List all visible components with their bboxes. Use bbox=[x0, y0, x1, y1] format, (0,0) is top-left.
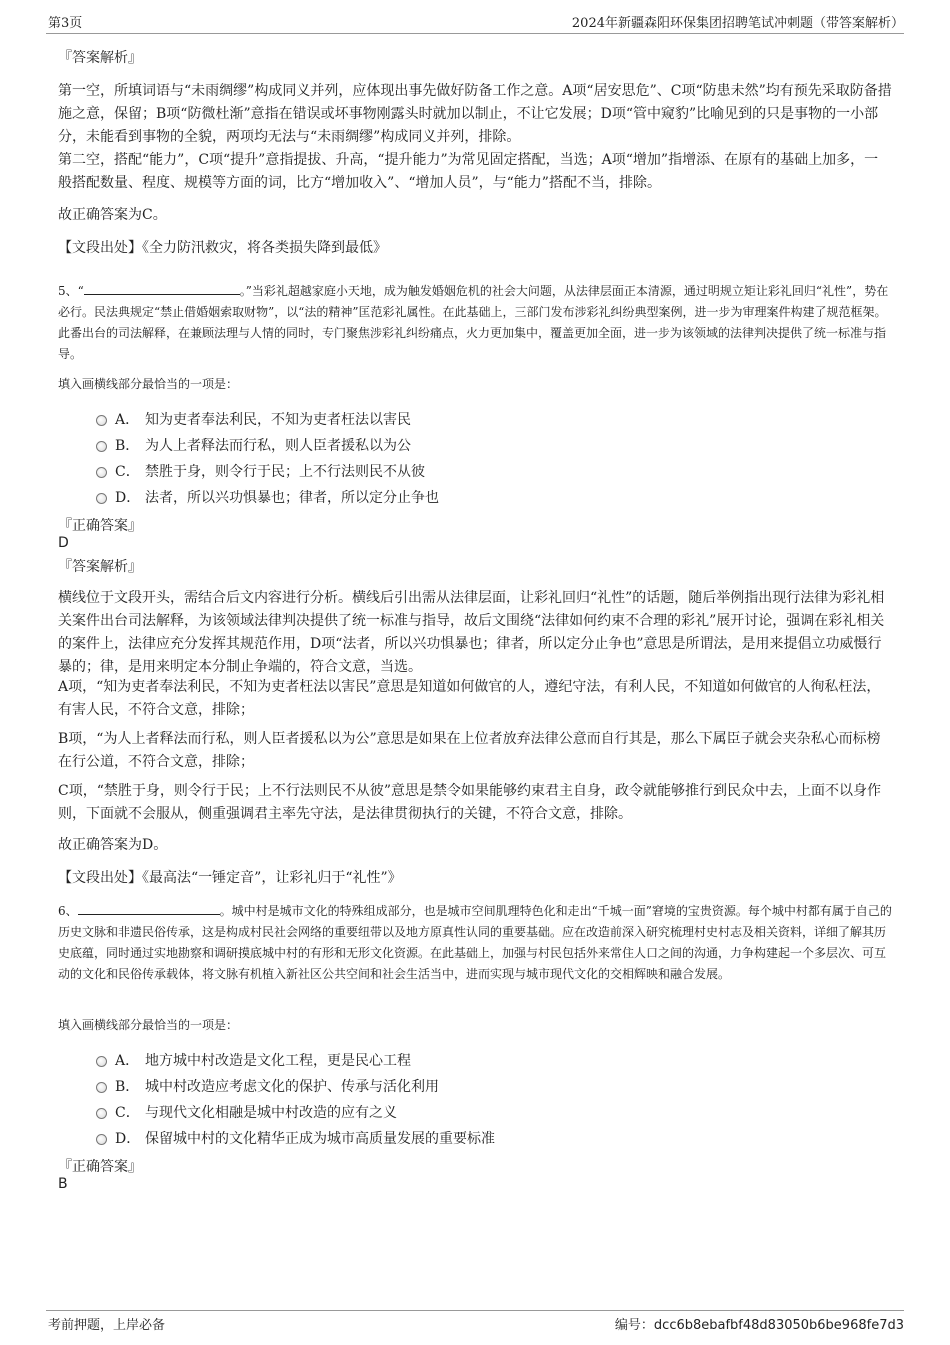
q5-option-d-text: 法者，所以兴功惧暴也；律者，所以定分止争也 bbox=[145, 490, 439, 506]
radio-icon[interactable] bbox=[96, 1082, 107, 1093]
q6-option-d-text: 保留城中村的文化精华正成为城市高质量发展的重要标准 bbox=[145, 1131, 495, 1147]
footer-divider bbox=[46, 1310, 904, 1311]
q5-answer: D bbox=[58, 535, 69, 551]
q6-stem-text: 。城中村是城市文化的特殊组成部分，也是城市空间肌理特色化和走出“千城一面”窘境的宝贵资源。每个城中村都有属于自己的历史文脉和非遗民俗传承，这是构成村民社会网络的重要纽带以及地方原真性认同的重要基础。应在改造前深入研究梳理村史村志及相关资料，详细了解其历史底蕴，同时通过实地勘察和调研摸底城中村的有形和无形文化资源。在此基础上，加强与村民包括外来常住人口之间的沟通，力争构建起一个多层次、可互动的文化和民俗传承载体，将文脉有机植入新社区公共空间和社会生活当中，进而实现与城市现代文化的交相辉映和融合发展。 bbox=[58, 904, 892, 981]
header-divider bbox=[46, 33, 904, 34]
q6-answer-label: 『正确答案』 bbox=[58, 1159, 142, 1175]
q6-stem bbox=[58, 901, 892, 985]
q6-option-b[interactable] bbox=[96, 1077, 439, 1095]
q5-answer-label: 『正确答案』 bbox=[58, 518, 142, 534]
q5-blank bbox=[84, 282, 240, 295]
q5-analysis-p3: B项，“为人上者释法而行私，则人臣者援私以为公”意思是如果在上位者放弃法律公意而自行其是，那么下属臣子就会夹杂私心而标榜在行公道，不符合文意，排除； bbox=[58, 731, 881, 770]
radio-icon[interactable] bbox=[96, 1056, 107, 1067]
q5-stem bbox=[58, 281, 892, 365]
q6-option-c-text: 与现代文化相融是城中村改造的应有之义 bbox=[145, 1105, 397, 1121]
q6-option-b-key: B． bbox=[115, 1079, 140, 1095]
q5-prompt: 填入画横线部分最恰当的一项是： bbox=[58, 377, 239, 391]
radio-icon[interactable] bbox=[96, 493, 107, 504]
q6-option-c-key: C． bbox=[115, 1105, 140, 1121]
q6-option-a-text: 地方城中村改造是文化工程，更是民心工程 bbox=[145, 1053, 411, 1069]
q5-option-a-text: 知为吏者奉法利民，不知为吏者枉法以害民 bbox=[145, 412, 411, 428]
q5-stem-text: 。”当彩礼超越家庭小天地，成为触发婚姻危机的社会大问题，从法律层面正本清源，通过明规立矩让彩礼回归“礼性”，势在必行。民法典规定“禁止借婚姻索取财物”，以“法的精神”匡范彩礼属性。在此基础上，三部门发布涉彩礼纠纷典型案例，进一步为审理案件构建了规范框架。此番出台的司法解释，在兼顾法理与人情的同时，专门聚焦涉彩礼纠纷痛点，火力更加集中，覆盖更加全面，进一步为该领域的法律判决提供了统一标准与指导。 bbox=[58, 284, 889, 361]
q4-source bbox=[58, 237, 387, 257]
footer-slogan: 考前押题，上岸必备 bbox=[48, 1318, 166, 1333]
q6-blank bbox=[78, 902, 220, 915]
q6-answer: B bbox=[58, 1176, 68, 1192]
q5-option-b-key: B． bbox=[115, 438, 140, 454]
q6-option-c[interactable] bbox=[96, 1103, 397, 1121]
q5-option-d-key: D． bbox=[115, 490, 141, 506]
q5-analysis-p4: C项，“禁胜于身，则令行于民；上不行法则民不从彼”意思是禁令如果能够约束君主自身，政令就能够推行到民众中去，上面不以身作则，下面就不会服从，侧重强调君主率先守法，是法律贯彻执行的关键，不符合文意，排除。 bbox=[58, 783, 882, 822]
q5-number: 5、“ bbox=[58, 284, 84, 298]
q5-analysis-p1: 横线位于文段开头，需结合后文内容进行分析。横线后引出需从法律层面，让彩礼回归“礼性”的话题，随后举例指出现行法律为彩礼相关案件出台司法解释，为该领域法律判决提供了统一标准与指导，故后文围绕“法律如何约束不合理的彩礼”展开讨论，强调在彩礼相关的案件上，法律应充分发挥其规范作用，D项“法者，所以兴功惧暴也；律者，所以定分止争也”意思是所谓法，是用来提倡立功威慑行暴的；律，是用来明定本分制止争端的，符合文意，当选。 bbox=[58, 590, 885, 675]
q6-prompt: 填入画横线部分最恰当的一项是： bbox=[58, 1018, 239, 1032]
q4-source-label: 【文段出处】 bbox=[58, 240, 142, 256]
page-number: 第3页 bbox=[48, 16, 83, 31]
q6-option-d-key: D． bbox=[115, 1131, 141, 1147]
q5-option-c-key: C． bbox=[115, 464, 140, 480]
q6-option-b-text: 城中村改造应考虑文化的保护、传承与活化利用 bbox=[145, 1079, 439, 1095]
q5-option-a[interactable] bbox=[96, 410, 411, 428]
radio-icon[interactable] bbox=[96, 1108, 107, 1119]
q6-option-a-key: A． bbox=[115, 1053, 140, 1069]
q6-option-d[interactable] bbox=[96, 1129, 495, 1147]
document-title: 2024年新疆森阳环保集团招聘笔试冲刺题（带答案解析） bbox=[571, 16, 904, 31]
q6-number: 6、 bbox=[58, 904, 78, 918]
q5-source-label: 【文段出处】 bbox=[58, 870, 142, 886]
q4-source-title: 《全力防汛救灾，将各类损失降到最低》 bbox=[142, 240, 387, 256]
q5-option-c-text: 禁胜于身，则令行于民；上不行法则民不从彼 bbox=[145, 464, 425, 480]
q5-option-a-key: A． bbox=[115, 412, 140, 428]
q5-analysis-p2: A项，“知为吏者奉法利民，不知为吏者枉法以害民”意思是知道如何做官的人，遵纪守法，有利人民，不知道如何做官的人徇私枉法，有害人民，不符合文意，排除； bbox=[58, 679, 881, 718]
q5-source-title: 《最高法“一锤定音”，让彩礼归于“礼性”》 bbox=[142, 870, 402, 886]
q6-option-a[interactable] bbox=[96, 1051, 411, 1069]
q4-analysis-p1: 第一空，所填词语与“未雨绸缪”构成同义并列，应体现出事先做好防备工作之意。A项“居安思危”、C项“防患未然”均有预先采取防备措施之意，保留；B项“防微杜渐”意指在错误或坏事物刚露头时就加以制止，不让它发展；D项“管中窥豹”比喻见到的只是事物的一小部分，未能看到事物的全貌，两项均无法与“未雨绸缪”构成同义并列，排除。 bbox=[58, 83, 892, 145]
radio-icon[interactable] bbox=[96, 415, 107, 426]
q5-source bbox=[58, 867, 402, 887]
q5-option-b-text: 为人上者释法而行私，则人臣者援私以为公 bbox=[145, 438, 411, 454]
q5-analysis-label: 『答案解析』 bbox=[58, 559, 142, 575]
q4-analysis-p2: 第二空，搭配“能力”，C项“提升”意指提拔、升高，“提升能力”为常见固定搭配，当选；A项“增加”指增添、在原有的基础上加多，一般搭配数量、程度、规模等方面的词，比方“增加收入”、“增加人员”，与“能力”搭配不当，排除。 bbox=[58, 152, 879, 191]
q5-option-d[interactable] bbox=[96, 488, 439, 506]
q5-conclusion: 故正确答案为D。 bbox=[58, 837, 168, 853]
radio-icon[interactable] bbox=[96, 467, 107, 478]
radio-icon[interactable] bbox=[96, 441, 107, 452]
q4-conclusion: 故正确答案为C。 bbox=[58, 207, 167, 223]
q4-analysis-label: 『答案解析』 bbox=[58, 50, 142, 66]
radio-icon[interactable] bbox=[96, 1134, 107, 1145]
q5-option-c[interactable] bbox=[96, 462, 425, 480]
q5-option-b[interactable] bbox=[96, 436, 411, 454]
document-id: 编号：dcc6b8ebafbf48d83050b6be968fe7d3 bbox=[614, 1318, 904, 1333]
